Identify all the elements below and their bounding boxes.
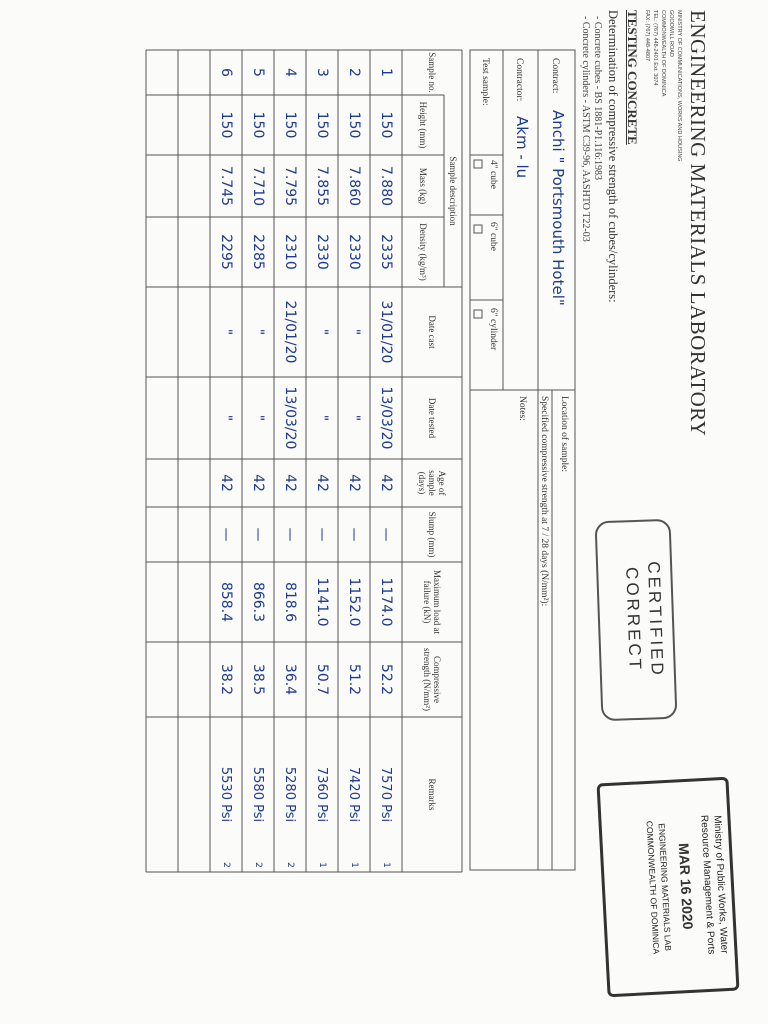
cell-mass: 7.745	[218, 165, 234, 207]
header-mass: Mass (kg)	[418, 167, 428, 205]
ministry-date-stamp	[596, 777, 739, 998]
cell-max-load: 818.6	[282, 581, 298, 623]
stamp-ministry-line: Resource Management & Ports	[698, 814, 717, 955]
address-line: FAX: (767) 448-4807	[644, 10, 650, 62]
test-sample-label: Test sample:	[480, 58, 490, 106]
cell-density: 2330	[346, 234, 362, 270]
cell-strength: 38.5	[250, 663, 266, 696]
cell-height: 150	[250, 111, 266, 139]
cell-mass: 7.860	[346, 165, 362, 207]
cell-date-tested: "	[346, 414, 362, 422]
specified-strength-label: Specified compressive strength at 7 / 28 days (N/mm²):	[539, 396, 549, 607]
section-title: TESTING CONCRETE	[625, 10, 640, 145]
header-date-cast: Date cast	[427, 315, 437, 349]
cell-date-cast: "	[314, 328, 330, 336]
cell-density: 2295	[218, 234, 234, 270]
cell-date-cast: 21/01/20	[282, 300, 298, 364]
cell-slump: —	[282, 527, 298, 542]
stamp-ministry-line: Ministry of Public Works, Water	[711, 814, 730, 954]
certified-correct-stamp	[595, 519, 678, 722]
notes-label: Notes:	[517, 396, 527, 421]
standard-cubes: - Concrete cubes - BS 1881-P1.116:1983	[592, 16, 603, 181]
cell-date-tested: "	[218, 414, 234, 422]
location-label: Location of sample:	[559, 396, 569, 472]
option-4in-cube: 4" cube	[488, 160, 498, 189]
cell-date-cast: "	[218, 328, 234, 336]
cell-sample-no: 3	[314, 68, 330, 77]
cell-height: 150	[218, 111, 234, 139]
cell-age: 42	[378, 474, 394, 492]
header-sample-no: Sample no.	[427, 52, 437, 93]
contractor-label: Contractor:	[514, 58, 524, 102]
header-sample-description: Sample description	[448, 156, 458, 226]
cell-max-load: 1174.0	[378, 577, 394, 627]
cell-mass: 7.795	[282, 165, 298, 207]
cell-remarks: 5530 Psi	[218, 766, 234, 823]
cell-remarks: 5580 Psi	[250, 766, 266, 823]
cell-sample-no: 1	[378, 68, 394, 77]
cell-strength: 36.4	[282, 663, 298, 696]
cell-age: 42	[282, 474, 298, 492]
row-mark: 2	[253, 862, 263, 868]
cell-date-tested: "	[250, 414, 266, 422]
cell-height: 150	[314, 111, 330, 139]
header-density: Density (kg/m³)	[418, 223, 428, 281]
cell-density: 2285	[250, 234, 266, 270]
cell-mass: 7.855	[314, 165, 330, 207]
cell-date-cast: "	[250, 328, 266, 336]
option-6in-cylinder: 6" cylinder	[488, 308, 498, 351]
cell-strength: 51.2	[346, 663, 362, 696]
determination-text: Determination of compressive strength of cubes/cylinders:	[606, 10, 620, 303]
header-remarks: Remarks	[427, 778, 437, 811]
address-line: MINISTRY OF COMMUNICATIONS, WORKS AND HOUSING	[676, 10, 682, 162]
row-mark: 1	[317, 862, 327, 868]
contractor-value: Akm - lu	[513, 116, 531, 179]
cell-age: 42	[314, 474, 330, 492]
stamp-text: CORRECT	[622, 567, 645, 673]
cell-mass: 7.710	[250, 165, 266, 207]
cell-date-cast: 31/01/20	[378, 300, 394, 364]
cell-remarks: 7420 Psi	[346, 766, 362, 823]
cell-density: 2310	[282, 234, 298, 270]
cell-height: 150	[346, 111, 362, 139]
row-mark: 2	[285, 862, 295, 868]
cell-age: 42	[346, 474, 362, 492]
header-slump: Slump (mm)	[427, 511, 437, 558]
cell-remarks: 7570 Psi	[378, 766, 394, 823]
cell-date-tested: 13/03/20	[282, 386, 298, 450]
address-line: COMMONWEALTH OF DOMINICA	[660, 10, 666, 97]
address-line: TEL: (767) 448-2401 Ext. 3074	[652, 10, 658, 86]
cell-max-load: 1152.0	[346, 577, 362, 627]
header-age: Age of sample (days)	[417, 470, 447, 496]
cell-height: 150	[282, 111, 298, 139]
row-mark: 2	[221, 862, 231, 868]
standard-cylinders: - Concrete cylinders - ASTM C39-96, AASHTO T22-03	[580, 16, 591, 242]
address-line: GOODWILL ROAD	[668, 10, 674, 57]
option-6in-cube: 6" cube	[488, 222, 498, 251]
contract-value: Anchi " Portsmouth Hotel"	[549, 110, 567, 306]
header-date-tested: Date tested	[427, 397, 437, 439]
cell-max-load: 1141.0	[314, 577, 330, 627]
cell-max-load: 866.3	[250, 581, 266, 623]
cell-sample-no: 6	[218, 68, 234, 77]
cell-remarks: 7360 Psi	[314, 766, 330, 823]
cell-slump: —	[218, 527, 234, 542]
cell-sample-no: 5	[250, 68, 266, 77]
cell-slump: —	[378, 527, 394, 542]
cell-date-cast: "	[346, 328, 362, 336]
stamp-lab-line: ENGINEERING MATERIALS LAB	[656, 823, 674, 952]
header-height: Height (mm)	[418, 101, 428, 149]
header-strength: Compressive strength (N/mm²)	[422, 648, 442, 711]
cell-slump: —	[250, 527, 266, 542]
cell-date-tested: "	[314, 414, 330, 422]
cell-strength: 38.2	[218, 663, 234, 696]
cell-density: 2330	[314, 234, 330, 270]
cell-max-load: 858.4	[218, 581, 234, 623]
cell-strength: 52.2	[378, 663, 394, 696]
cell-remarks: 5280 Psi	[282, 766, 298, 823]
row-mark: 1	[349, 862, 359, 868]
cell-age: 42	[250, 474, 266, 492]
cell-date-tested: 13/03/20	[378, 386, 394, 450]
contract-label: Contract:	[550, 58, 560, 94]
cell-sample-no: 4	[282, 68, 298, 77]
cell-strength: 50.7	[314, 663, 330, 696]
stamp-date: MAR 16 2020	[675, 842, 697, 930]
cell-density: 2335	[378, 234, 394, 270]
cell-slump: —	[314, 527, 330, 542]
stamp-text: CERTIFIED	[643, 560, 668, 678]
cell-age: 42	[218, 474, 234, 492]
row-mark: 1	[381, 862, 391, 868]
cell-mass: 7.880	[378, 165, 394, 207]
cell-sample-no: 2	[346, 68, 362, 77]
cell-slump: —	[346, 527, 362, 542]
stamp-lab-line: COMMONWEALTH OF DOMINICA	[644, 820, 662, 955]
cell-height: 150	[378, 111, 394, 139]
header-max-load: Maximum load at failure (kN)	[422, 570, 442, 634]
lab-name: ENGINEERING MATERIALS LABORATORY	[686, 10, 710, 437]
